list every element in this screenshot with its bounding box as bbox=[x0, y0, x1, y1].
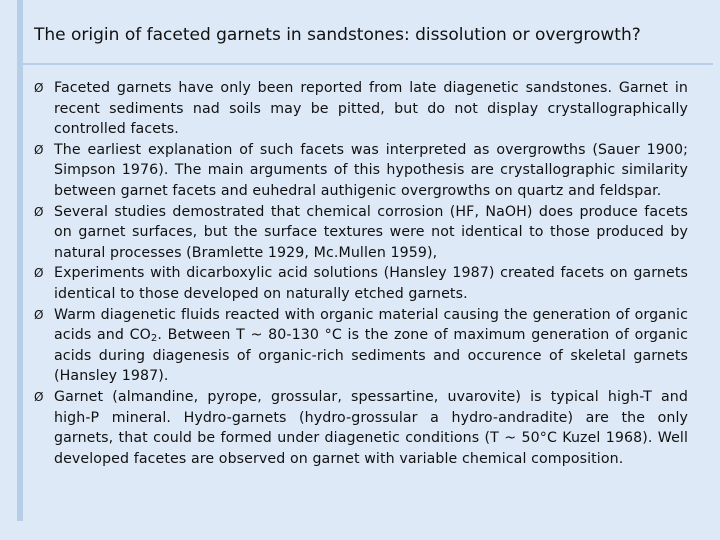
bullet-text: Several studies demostrated that chemical corrosion (HF, NaOH) does produce facets on garnet surfaces, but the surface textures were not identical to those produced by natural processes (Bramlette 1929, Mc.Mullen 1959), bbox=[54, 203, 688, 261]
bullet-text-part: . Between T ~ 80-130 °C is the zone of maximum generation of organic acids during diagenesis of organic-rich sediments and occurence of skeletal garnets (Hansley 1987). bbox=[54, 327, 688, 385]
bullet-item bbox=[34, 263, 688, 304]
arrow-bullet-icon: Ø bbox=[34, 142, 44, 157]
bullet-text: Experiments with dicarboxylic acid solutions (Hansley 1987) created facets on garnets identical to those developed on naturally etched garnets. bbox=[54, 265, 688, 302]
arrow-bullet-icon: Ø bbox=[34, 81, 44, 95]
bullet-item bbox=[34, 305, 688, 387]
bullet-list bbox=[34, 78, 688, 469]
bullet-item bbox=[34, 140, 688, 202]
arrow-bullet-icon: Ø bbox=[34, 266, 44, 281]
bullet-item bbox=[34, 387, 688, 469]
bullet-item bbox=[34, 78, 688, 140]
arrow-bullet-icon: Ø bbox=[34, 389, 44, 404]
slide-title: The origin of faceted garnets in sandstones: dissolution or overgrowth? bbox=[34, 25, 641, 45]
arrow-bullet-icon: Ø bbox=[34, 307, 44, 322]
left-accent-bar bbox=[17, 0, 23, 521]
bullet-text: Faceted garnets have only been reported from late diagenetic sandstones. Garnet in recent sediments nad soils may be pitted, but do not display crystallographically controlled facets. bbox=[54, 80, 688, 138]
arrow-bullet-icon: Ø bbox=[34, 204, 44, 219]
bullet-text: Garnet (almandine, pyrope, grossular, spessartine, uvarovite) is typical high-T and high-P mineral. Hydro-garnets (hydro-grossular a hydro-andradite) are the only garnets, that could be formed under diagenetic conditions (T ~ 50°C Kuzel 1968). Well developed facetes are observed on garnet with variable chemical composition. bbox=[54, 388, 688, 467]
subscript-2: 2 bbox=[150, 333, 158, 345]
title-underline bbox=[17, 63, 713, 65]
bullet-text-part: Warm diagenetic fluids reacted with organic material causing the generation of organic acids and CO bbox=[54, 306, 688, 344]
bullet-text: The earliest explanation of such facets was interpreted as overgrowths (Sauer 1900; Simpson 1976). The main arguments of this hypothesis are crystallographic similarity between garnet facets and euhedral authigenic overgrowths on quartz and feldspar. bbox=[54, 141, 688, 199]
bullet-item bbox=[34, 202, 688, 264]
